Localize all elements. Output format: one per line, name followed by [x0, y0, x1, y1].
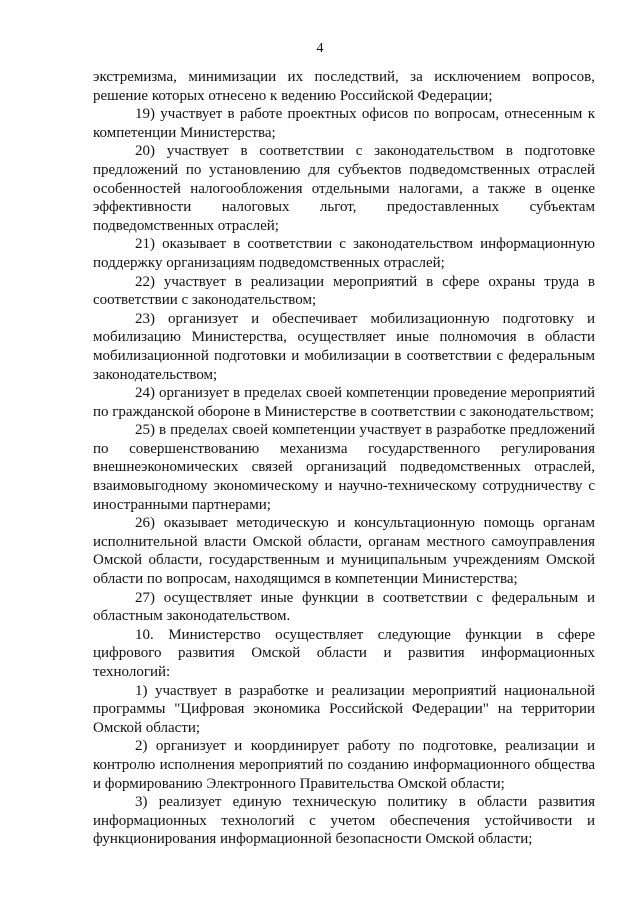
paragraph-item-24: 24) организует в пределах своей компетенции проведение мероприятий по гражданской обороне в Министерстве в соответствии с законодательством; — [93, 385, 595, 420]
document-body — [93, 68, 595, 849]
paragraph-subitem-1: 1) участвует в разработке и реализации мероприятий национальной программы "Цифровая экономика Российской Федерации" на территории Омской области; — [93, 682, 595, 736]
paragraph-item-21: 21) оказывает в соответствии с законодательством информационную поддержку организациям подведомственных отраслей; — [93, 236, 595, 271]
paragraph-section-10: 10. Министерство осуществляет следующие функции в сфере цифрового развития Омской области и развития информационных технологий: — [93, 626, 595, 680]
paragraph-item-25: 25) в пределах своей компетенции участвует в разработке предложений по совершенствованию механизма государственного регулирования внешнеэкономических связей организаций подведомственных отраслей, взаимовыгодному экономическому и научно-техническому сотрудничеству с иностранными партнерами; — [93, 422, 595, 513]
paragraph-item-27: 27) осуществляет иные функции в соответствии с федеральным и областным законодательством. — [93, 589, 595, 625]
paragraph-continuation: экстремизма, минимизации их последствий, за исключением вопросов, решение которых отнесено к ведению Российской Федерации; — [93, 69, 595, 104]
paragraph-item-23: 23) организует и обеспечивает мобилизационную подготовку и мобилизацию Министерства, осуществляет иные полномочия в области мобилизационной подготовки и мобилизации в соответствии с федеральным законодательством; — [93, 310, 595, 383]
paragraph-item-19: 19) участвует в работе проектных офисов по вопросам, отнесенным к компетенции Министерства; — [93, 106, 595, 141]
page-number: 4 — [316, 41, 324, 56]
paragraph-item-26: 26) оказывает методическую и консультационную помощь органам исполнительной власти Омской области, органам местного самоуправления Омской области, государственным и муниципальным учреждениям Омской области по вопросам, находящимся в компетенции Министерства; — [93, 515, 595, 588]
paragraph-item-22: 22) участвует в реализации мероприятий в сфере охраны труда в соответствии с законодательством; — [93, 273, 595, 309]
paragraph-subitem-3: 3) реализует единую техническую политику в области развития информационных технологий с учетом обеспечения устойчивости и функционирования информационной безопасности Омской области; — [93, 794, 595, 848]
paragraph-subitem-2: 2) организует и координирует работу по подготовке, реализации и контролю исполнения мероприятий по созданию информационного общества и формированию Электронного Правительства Омской области; — [93, 738, 595, 792]
paragraph-item-20: 20) участвует в соответствии с законодательством в подготовке предложений по установлению для субъектов подведомственных отраслей особенностей налогообложения отдельными налогами, а также в оценке эффективности налоговых льгот, предоставленных субъектам подведомственных отраслей; — [93, 143, 595, 234]
